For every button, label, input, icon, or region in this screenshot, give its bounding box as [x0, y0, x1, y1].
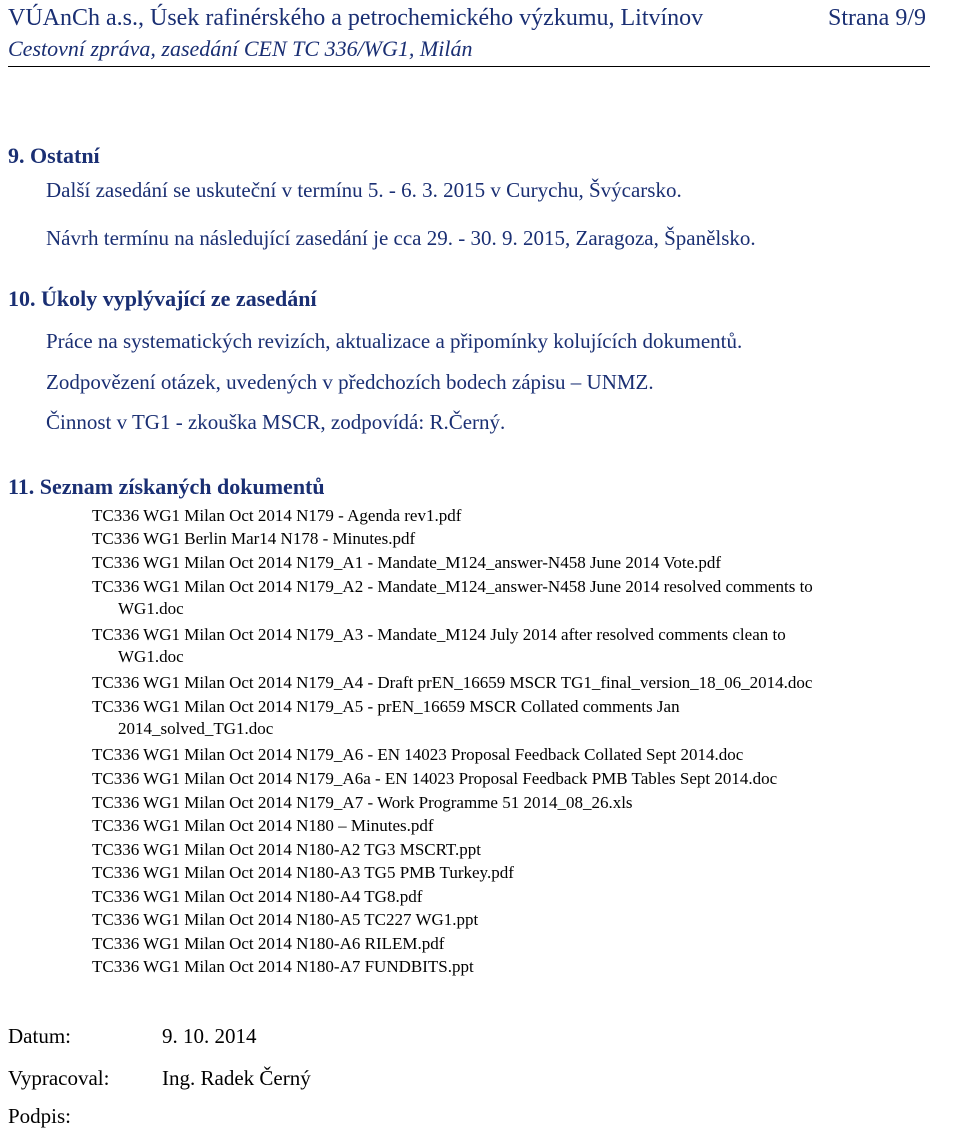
document-name: TC336 WG1 Milan Oct 2014 N179_A3 - Mandate_M124 July 2014 after resolved comments clean to — [92, 625, 786, 644]
document-name: TC336 WG1 Milan Oct 2014 N180-A5 TC227 WG1.ppt — [92, 910, 479, 929]
document-name: TC336 WG1 Milan Oct 2014 N179_A6 - EN 14023 Proposal Feedback Collated Sept 2014.doc — [92, 745, 744, 764]
document-name: TC336 WG1 Milan Oct 2014 N180-A4 TG8.pdf — [92, 887, 423, 906]
footer-signature-row — [8, 1104, 162, 1129]
author-label: Vypracoval: — [8, 1066, 110, 1090]
section-title-11: 11. Seznam získaných dokumentů — [8, 474, 325, 499]
document-list-item — [92, 815, 434, 837]
document-list-item — [92, 576, 813, 620]
document-name: TC336 WG1 Milan Oct 2014 N180-A2 TG3 MSCRT.ppt — [92, 840, 482, 859]
date-label: Datum: — [8, 1024, 71, 1048]
document-list-item — [92, 624, 786, 668]
header-organization: VÚAnCh a.s., Úsek rafinérského a petrochemického výzkumu, Litvínov — [8, 5, 704, 31]
document-list-item — [92, 933, 444, 955]
document-list-item — [92, 672, 812, 694]
document-name: TC336 WG1 Milan Oct 2014 N180-A7 FUNDBITS.ppt — [92, 957, 474, 976]
document-name-continuation: 2014_solved_TG1.doc — [118, 719, 274, 738]
document-list-item — [92, 696, 680, 740]
section-9-paragraph: Návrh termínu na následující zasedání je cca 29. - 30. 9. 2015, Zaragoza, Španělsko. — [46, 226, 756, 250]
section-9-paragraph: Další zasedání se uskuteční v termínu 5. - 6. 3. 2015 v Curychu, Švýcarsko. — [46, 178, 682, 202]
section-title-10: 10. Úkoly vyplývající ze zasedání — [8, 286, 317, 311]
author-value: Ing. Radek Černý — [162, 1066, 311, 1090]
document-list-item — [92, 839, 481, 861]
document-name: TC336 WG1 Milan Oct 2014 N179_A1 - Mandate_M124_answer-N458 June 2014 Vote.pdf — [92, 553, 722, 572]
document-name: TC336 WG1 Berlin Mar14 N178 - Minutes.pdf — [92, 529, 416, 548]
document-list-item — [92, 505, 461, 527]
date-value: 9. 10. 2014 — [162, 1024, 257, 1048]
document-list-item — [92, 886, 422, 908]
page-number: Strana 9/9 — [828, 5, 926, 31]
document-name: TC336 WG1 Milan Oct 2014 N179 - Agenda rev1.pdf — [92, 506, 462, 525]
section-10-paragraph: Práce na systematických revizích, aktualizace a připomínky kolujících dokumentů. — [46, 329, 743, 353]
document-name: TC336 WG1 Milan Oct 2014 N180 – Minutes.pdf — [92, 816, 434, 835]
footer-date-row — [8, 1024, 257, 1049]
document-name: TC336 WG1 Milan Oct 2014 N179_A5 - prEN_16659 MSCR Collated comments Jan — [92, 697, 680, 716]
document-list-item — [92, 768, 777, 790]
document-name-continuation: WG1.doc — [118, 599, 184, 618]
document-list-item — [92, 552, 721, 574]
document-list-item — [92, 528, 415, 550]
document-name-continuation: WG1.doc — [118, 647, 184, 666]
page-header — [8, 4, 930, 67]
document-list-item — [92, 909, 478, 931]
document-name: TC336 WG1 Milan Oct 2014 N179_A7 - Work Programme 51 2014_08_26.xls — [92, 793, 633, 812]
section-10-paragraph: Činnost v TG1 - zkouška MSCR, zodpovídá: R.Černý. — [46, 410, 506, 434]
header-subtitle: Cestovní zpráva, zasedání CEN TC 336/WG1, Milán — [8, 36, 473, 61]
document-list-item — [92, 744, 743, 766]
section-title-9: 9. Ostatní — [8, 143, 100, 168]
signature-label: Podpis: — [8, 1104, 72, 1128]
document-list-item — [92, 792, 633, 814]
document-list-item — [92, 862, 514, 884]
document-name: TC336 WG1 Milan Oct 2014 N179_A2 - Mandate_M124_answer-N458 June 2014 resolved comments to — [92, 577, 813, 596]
document-list-item — [92, 956, 474, 978]
document-name: TC336 WG1 Milan Oct 2014 N179_A4 - Draft prEN_16659 MSCR TG1_final_version_18_06_2014.doc — [92, 673, 813, 692]
document-name: TC336 WG1 Milan Oct 2014 N179_A6a - EN 14023 Proposal Feedback PMB Tables Sept 2014.doc — [92, 769, 778, 788]
footer-author-row — [8, 1066, 311, 1091]
document-name: TC336 WG1 Milan Oct 2014 N180-A3 TG5 PMB Turkey.pdf — [92, 863, 514, 882]
document-name: TC336 WG1 Milan Oct 2014 N180-A6 RILEM.pdf — [92, 934, 445, 953]
section-10-paragraph: Zodpovězení otázek, uvedených v předchozích bodech zápisu – UNMZ. — [46, 370, 654, 394]
